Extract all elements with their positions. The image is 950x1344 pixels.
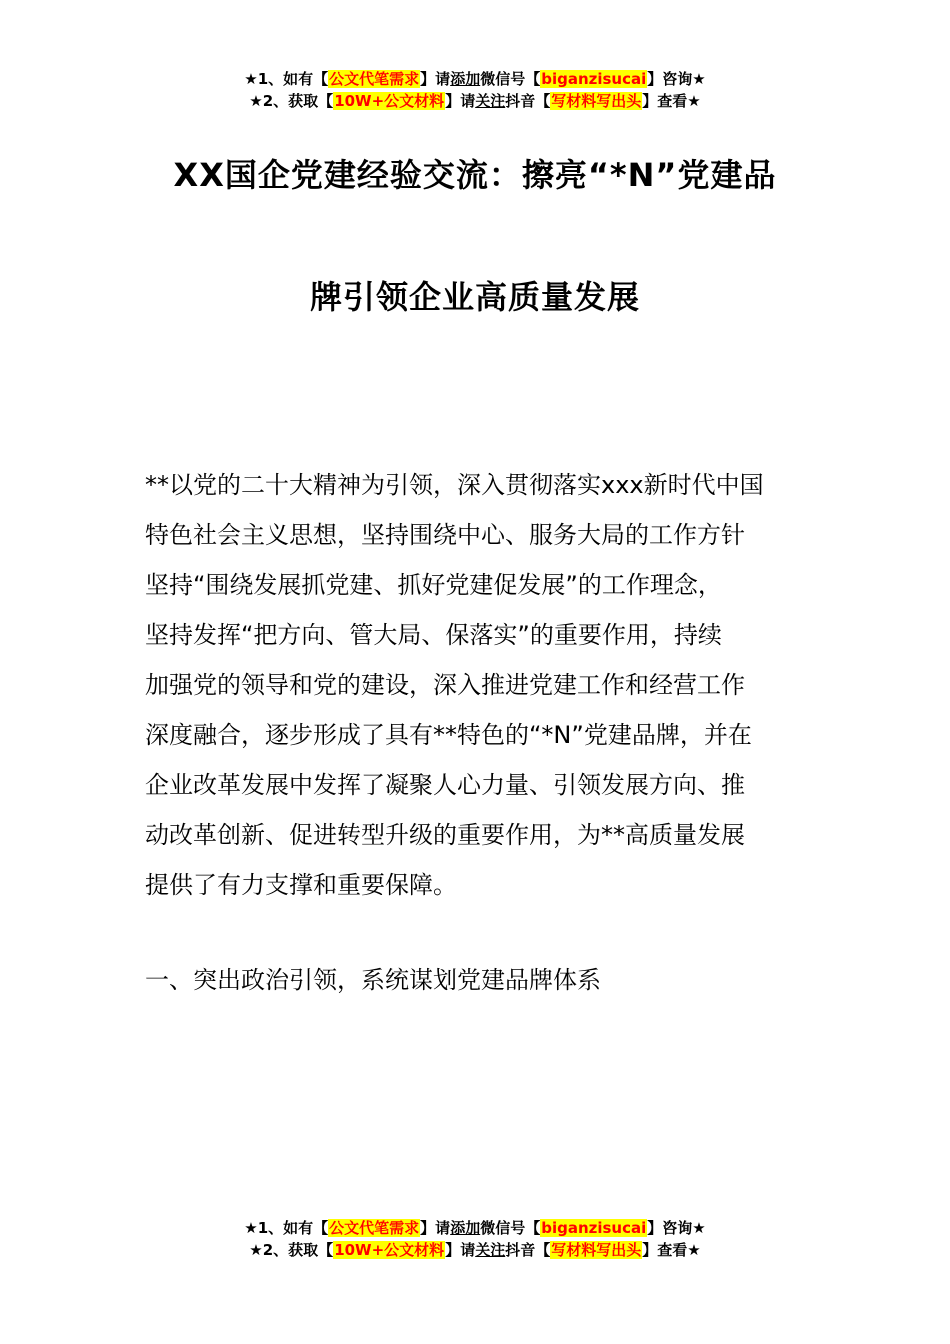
banner-highlight: 公文代笔需求 [329,1219,420,1237]
banner-underlined: 添加 [450,1219,481,1237]
banner-highlight: 10W+公文材料 [334,1241,445,1259]
paragraph-line: 企业改革发展中发挥了凝聚人心力量、引领发展方向、推 [145,771,745,799]
banner-line-2 [0,1239,950,1261]
banner-highlight: 公文代笔需求 [329,70,420,88]
banner-underlined: 关注 [475,92,506,110]
banner-text: 】请 [445,1241,476,1259]
banner-text: ★1、如有【 [244,70,329,88]
banner-line-1 [0,1217,950,1239]
paragraph-line: 特色社会主义思想，坚持围绕中心、服务大局的工作方针 [145,521,745,549]
paragraph-line: 加强党的领导和党的建设，深入推进党建工作和经营工作 [145,671,745,699]
banner-text: ★2、获取【 [249,92,334,110]
paragraph-line: 提供了有力支撑和重要保障。 [145,871,457,899]
banner-underlined: 关注 [475,1241,506,1259]
banner-text: 】咨询★ [647,1219,706,1237]
paragraph-line: 坚持“围绕发展抓党建、抓好党建促发展”的工作理念， [145,571,722,599]
banner-text: 】请 [420,1219,451,1237]
banner-text: 】请 [420,70,451,88]
banner-text: 微信号【 [480,1219,541,1237]
footer-banner [0,1217,950,1261]
paragraph-line: 深度融合，逐步形成了具有**特色的“*N”党建品牌，并在 [145,721,752,749]
banner-line-1 [0,68,950,90]
banner-text: ★1、如有【 [244,1219,329,1237]
document-title-line-2: 牌引领企业高质量发展 [309,278,640,316]
banner-line-2 [0,90,950,112]
body-paragraph [145,460,810,910]
banner-highlight: biganzisucai [541,1219,647,1237]
banner-highlight: biganzisucai [541,70,647,88]
banner-text: 抖音【 [505,1241,551,1259]
document-title-line-1: XX国企党建经验交流：擦亮“*N”党建品 [173,156,777,194]
banner-text: 】查看★ [642,1241,701,1259]
section-heading: 一、突出政治引领，系统谋划党建品牌体系 [145,966,601,994]
banner-highlight: 写材料写出头 [551,92,642,110]
header-banner [0,68,950,112]
banner-text: 】查看★ [642,92,701,110]
banner-text: ★2、获取【 [249,1241,334,1259]
banner-text: 微信号【 [480,70,541,88]
paragraph-line: 动改革创新、促进转型升级的重要作用，为**高质量发展 [145,821,745,849]
banner-highlight: 10W+公文材料 [334,92,445,110]
banner-text: 】请 [445,92,476,110]
banner-underlined: 添加 [450,70,481,88]
paragraph-line: **以党的二十大精神为引领，深入贯彻落实xxx新时代中国 [145,471,764,499]
banner-text: 抖音【 [505,92,551,110]
paragraph-line: 坚持发挥“把方向、管大局、保落实”的重要作用，持续 [145,621,722,649]
banner-text: 】咨询★ [647,70,706,88]
banner-highlight: 写材料写出头 [551,1241,642,1259]
